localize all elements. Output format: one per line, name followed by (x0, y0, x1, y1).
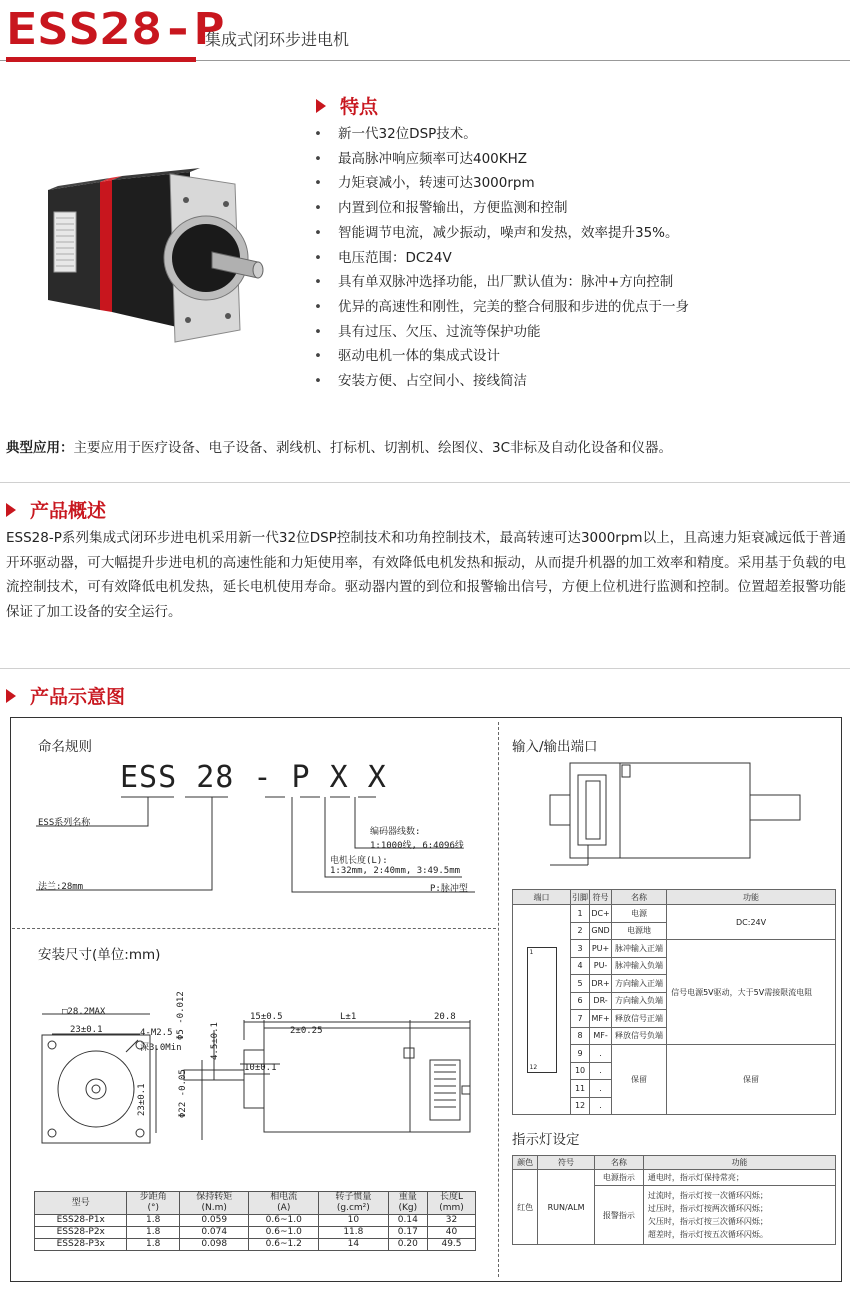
led-name: 报警指示 (594, 1186, 643, 1245)
connector-pin-first: 1 (529, 948, 534, 956)
led-name: 电源指示 (594, 1170, 643, 1186)
io-table-body (513, 905, 836, 1115)
spec-header-cell: 转子惯量 (g.cm²) (319, 1192, 388, 1215)
spec-header-cell: 重量 (Kg) (388, 1192, 427, 1215)
led-header-cell: 符号 (538, 1156, 594, 1170)
feature-item: • 内置到位和报警输出，方便监测和控制 (314, 196, 689, 221)
io-pin: 12 (571, 1097, 590, 1115)
feature-item: • 安装方便、占空间小、接线简洁 (314, 369, 689, 394)
io-header-cell: 功能 (667, 890, 836, 905)
io-symbol: MF+ (590, 1010, 612, 1028)
feature-item: • 电压范围：DC24V (314, 246, 689, 271)
io-connector-cell (513, 905, 571, 1115)
feature-item: • 优异的高速性和刚性，完美的整合伺服和步进的优点于一身 (314, 295, 689, 320)
io-symbol: . (590, 1045, 612, 1063)
io-table (512, 889, 836, 1115)
spec-header-cell: 相电流 (A) (249, 1192, 319, 1215)
io-func: 信号电源5V驱动，大于5V需接限流电阻 (667, 940, 836, 1045)
led-func-line: 过流时，指示灯按一次循环闪烁； (647, 1191, 768, 1200)
io-name: 方向输入正端 (611, 975, 666, 993)
feature-item: • 力矩衰减小，转速可达3000rpm (314, 171, 689, 196)
io-pin: 7 (571, 1010, 590, 1028)
dim-flat-height: 4.5±0.1 (210, 1022, 220, 1060)
spec-header-cell: 保持转矩 (N.m) (179, 1192, 248, 1215)
led-header-cell: 颜色 (513, 1156, 538, 1170)
dim-depth: 深3.0Min (140, 1043, 182, 1053)
led-row (513, 1170, 836, 1186)
io-header-cell: 引脚 (571, 890, 590, 905)
dim-body-length: L±1 (340, 1012, 357, 1022)
io-symbol: PU+ (590, 940, 612, 958)
spec-cell: 1.8 (127, 1227, 180, 1239)
io-name: 方向输入负端 (611, 992, 666, 1010)
io-symbol: DR+ (590, 975, 612, 993)
led-table-header (513, 1156, 836, 1170)
spec-header-cell: 步距角 (°) (127, 1192, 180, 1215)
series-label: ESS系列名称 (38, 818, 91, 828)
spec-cell: 0.074 (179, 1227, 248, 1239)
typical-label: 典型应用： (6, 440, 74, 456)
io-header-cell: 符号 (590, 890, 612, 905)
dim-hole-pitch: 23±0.1 (70, 1025, 103, 1035)
feature-item: • 具有单双脉冲选择功能，出厂默认值为：脉冲+方向控制 (314, 270, 689, 295)
io-row (513, 905, 836, 923)
length-title: 电机长度(L): (330, 856, 388, 866)
io-pin: 2 (571, 922, 590, 940)
spec-row (35, 1239, 476, 1251)
spec-cell: 49.5 (428, 1239, 476, 1251)
dim-hole: 4-M2.5 (140, 1028, 173, 1038)
io-pin: 8 (571, 1027, 590, 1045)
dim-boss-diameter: Φ22 -0.05 (178, 1069, 188, 1118)
product-logo: ESS28-P (6, 4, 225, 55)
dim-pitch-vertical: 23±0.1 (137, 1083, 147, 1116)
feature-item: • 新一代32位DSP技术。 (314, 122, 689, 147)
spec-cell: 10 (319, 1215, 388, 1227)
spec-header-cell: 型号 (35, 1192, 127, 1215)
spec-row (35, 1227, 476, 1239)
io-func: 保留 (667, 1045, 836, 1115)
io-name: 脉冲输入负端 (611, 957, 666, 975)
io-title: 输入/输出端口 (512, 739, 598, 755)
spec-cell: ESS28-P1x (35, 1215, 127, 1227)
feature-item: • 智能调节电流，减少振动，噪声和发热，效率提升35%。 (314, 221, 689, 246)
dim-shaft-diameter: Φ5 -0.012 (176, 991, 186, 1040)
led-func: 通电时，指示灯保持常亮； (643, 1170, 835, 1186)
dim-max: □28.2MAX (62, 1007, 106, 1017)
led-func (643, 1186, 835, 1245)
spec-row (35, 1215, 476, 1227)
io-symbol: . (590, 1062, 612, 1080)
spec-table-body (35, 1215, 476, 1251)
overview-text: ESS28-P系列集成式闭环步进电机采用新一代32位DSP控制技术和功角控制技术，最高转速可达3000rpm以上，且高速力矩衰减远低于普通开环驱动器，可大幅提升步进电机的高速性能和力矩使用率，有效降低电机发热和振动，从而提升机器的加工效率和精度。采用基于负载的电流控制技术，可有效降低电机发热，延长电机使用寿命。驱动器内置的到位和报警输出信号，方便上位机进行监测和控制。位置超差报警功能保证了加工设备的安全运行。 (6, 530, 846, 620)
io-pin: 10 (571, 1062, 590, 1080)
length-values: 1:32mm, 2:40mm, 3:49.5mm (330, 866, 461, 876)
connector-pin-last: 12 (529, 1063, 538, 1071)
io-connector-drawing (540, 755, 810, 875)
io-pin: 6 (571, 992, 590, 1010)
led-header-cell: 名称 (594, 1156, 643, 1170)
overview-title: 产品概述 (30, 500, 107, 522)
io-name: 电源 (611, 905, 666, 923)
spec-cell: ESS28-P2x (35, 1227, 127, 1239)
led-color: 红色 (513, 1170, 538, 1245)
led-func-line: 超差时，指示灯按五次循环闪烁。 (647, 1230, 768, 1239)
io-symbol: GND (590, 922, 612, 940)
io-name: 保留 (611, 1045, 666, 1115)
dim-shaft-length: 15±0.5 (250, 1012, 283, 1022)
led-title: 指示灯设定 (512, 1132, 580, 1148)
spec-table (34, 1191, 476, 1251)
spec-cell: 0.17 (388, 1227, 427, 1239)
install-title: 安装尺寸(单位:mm) (38, 947, 161, 963)
io-symbol: DC+ (590, 905, 612, 923)
feature-item: • 具有过压、欠压、过流等保护功能 (314, 320, 689, 345)
dim-boss: 2±0.25 (290, 1026, 323, 1036)
io-func: DC:24V (667, 905, 836, 940)
io-name: 释放信号负端 (611, 1027, 666, 1045)
spec-cell: 11.8 (319, 1227, 388, 1239)
spec-cell: 0.14 (388, 1215, 427, 1227)
spec-cell: 0.6~1.0 (249, 1227, 319, 1239)
led-func-line: 欠压时，指示灯按三次循环闪烁； (647, 1217, 768, 1226)
spec-cell: 32 (428, 1215, 476, 1227)
feature-item: • 驱动电机一体的集成式设计 (314, 344, 689, 369)
spec-cell: ESS28-P3x (35, 1239, 127, 1251)
io-pin: 3 (571, 940, 590, 958)
dim-flat: 10±0.1 (244, 1063, 277, 1073)
io-symbol: MF- (590, 1027, 612, 1045)
typical-text: 主要应用于医疗设备、电子设备、剥线机、打标机、切割机、绘图仪、3C非标及自动化设备和仪器。 (73, 440, 673, 456)
spec-cell: 0.6~1.2 (249, 1239, 319, 1251)
pulse-label: P:脉冲型 (430, 884, 468, 894)
spec-header-cell: 长度L (mm) (428, 1192, 476, 1215)
model-code: ESS 28 - P X X (120, 760, 387, 795)
diagram-title: 产品示意图 (30, 686, 126, 708)
spec-cell: 0.6~1.0 (249, 1215, 319, 1227)
spec-cell: 14 (319, 1239, 388, 1251)
connector-icon (527, 947, 557, 1073)
encoder-title: 编码器线数: (370, 827, 421, 837)
io-pin: 1 (571, 905, 590, 923)
io-pin: 4 (571, 957, 590, 975)
spec-cell: 0.098 (179, 1239, 248, 1251)
io-header-cell: 名称 (611, 890, 666, 905)
product-subtitle: 集成式闭环步进电机 (205, 30, 350, 49)
spec-cell: 0.20 (388, 1239, 427, 1251)
io-table-header (513, 890, 836, 905)
spec-cell: 40 (428, 1227, 476, 1239)
naming-title: 命名规则 (38, 739, 92, 755)
io-symbol: . (590, 1080, 612, 1098)
feature-item: • 最高脉冲响应频率可达400KHZ (314, 147, 689, 172)
io-symbol: PU- (590, 957, 612, 975)
spec-cell: 0.059 (179, 1215, 248, 1227)
spec-table-header (35, 1192, 476, 1215)
io-pin: 9 (571, 1045, 590, 1063)
led-header-cell: 功能 (643, 1156, 835, 1170)
io-name: 释放信号正端 (611, 1010, 666, 1028)
flange-label: 法兰:28mm (38, 882, 84, 892)
io-name: 电源地 (611, 922, 666, 940)
features-title: 特点 (340, 96, 379, 118)
encoder-values: 1:1000线, 6:4096线 (370, 841, 464, 851)
io-pin: 5 (571, 975, 590, 993)
io-header-cell: 端口 (513, 890, 571, 905)
dim-rear-length: 20.8 (434, 1012, 456, 1022)
led-table (512, 1155, 836, 1245)
led-table-body (513, 1170, 836, 1245)
io-pin: 11 (571, 1080, 590, 1098)
spec-cell: 1.8 (127, 1239, 180, 1251)
io-symbol: . (590, 1097, 612, 1115)
led-symbol: RUN/ALM (538, 1170, 594, 1245)
io-name: 脉冲输入正端 (611, 940, 666, 958)
spec-cell: 1.8 (127, 1215, 180, 1227)
led-func-line: 过压时，指示灯按两次循环闪烁； (647, 1204, 768, 1213)
io-symbol: DR- (590, 992, 612, 1010)
